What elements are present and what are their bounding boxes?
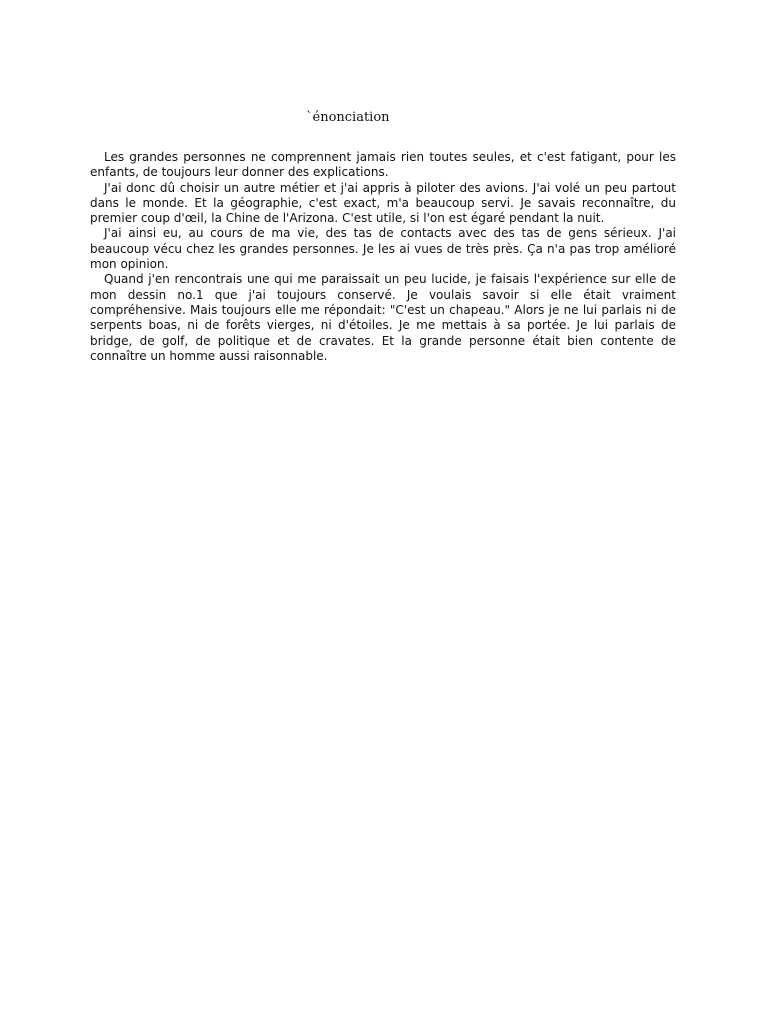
paragraph: Les grandes personnes ne comprennent jamais rien toutes seules, et c'est fatigant, pour les enfants, de toujours leur donner des explications. — [90, 150, 676, 180]
paragraph: Quand j'en rencontrais une qui me paraissait un peu lucide, je faisais l'expérience sur elle de mon dessin no.1 que j'ai toujours conservé. Je voulais savoir si elle était vraiment compréhensive. Mais toujours elle me répondait: "C'est un chapeau." Alors je ne lui parlais ni de serpents boas, ni de forêts vierges, ni d'étoiles. Je me mettais à sa portée. Je lui parlais de bridge, de golf, de politique et de cravates. Et la grande personne était bien contente de connaître un homme aussi raisonnable. — [90, 272, 676, 363]
paragraph: J'ai donc dû choisir un autre métier et j'ai appris à piloter des avions. J'ai volé un peu partout dans le monde. Et la géographie, c'est exact, m'a beaucoup servi. Je savais reconnaître, du premier coup d'œil, la Chine de l'Arizona. C'est utile, si l'on est égaré pendant la nuit. — [90, 180, 676, 226]
document-title: `énonciation — [306, 110, 390, 125]
paragraph: J'ai ainsi eu, au cours de ma vie, des tas de contacts avec des tas de gens sérieux. J'ai beaucoup vécu chez les grandes personnes. Je les ai vues de très près. Ça n'a pas trop amélioré mon opinion. — [90, 226, 676, 272]
document-body — [90, 150, 676, 364]
